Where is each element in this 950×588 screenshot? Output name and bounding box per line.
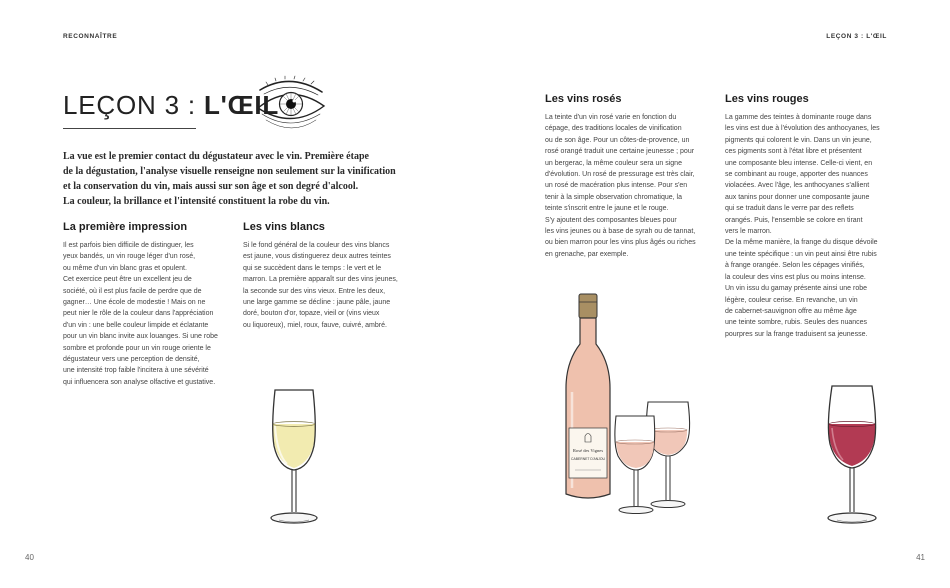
body-line: une teinte sombre, rubis. Seules des nuances (725, 319, 868, 327)
eye-icon (254, 74, 328, 132)
lesson-title (63, 90, 279, 121)
body-line: est jaune, vous distinguerez deux autres teintes (243, 253, 391, 261)
intro-line: de la dégustation, l'analyse visuelle renseigne non seulement sur la vinification (63, 166, 396, 177)
body-line: une composante bleu intense. Celle-ci vient, en (725, 159, 873, 167)
rose-glass-icon (612, 400, 694, 516)
title-rule (63, 128, 196, 129)
body-line: De la même manière, la frange du disque dévoile (725, 239, 878, 247)
body-line: pourpres sur la frange traduisent sa jeunesse. (725, 330, 868, 338)
body-line: marron. La première apparaît sur des vins jeunes, (243, 276, 398, 284)
body-line: peut nier le rôle de la couleur dans l'appréciation (63, 310, 214, 318)
intro-line: et la conservation du vin, mais aussi sur son âge et son degré d'alcool. (63, 181, 359, 192)
intro-line: La couleur, la brillance et l'intensité constituent la robe du vin. (63, 196, 330, 207)
body-line: La gamme des teintes à dominante rouge dans (725, 114, 872, 121)
body-line: gagner… Une école de modestie ! Mais on ne (63, 299, 206, 307)
body-line: d'un vin : une belle couleur limpide et éclatante (63, 321, 209, 329)
body-line: ou même d'un vin blanc gras et opulent. (63, 264, 187, 272)
body-line: un rosé de macération plus intense. Pour s'en (545, 182, 688, 190)
body-line: Un vin issu du gamay présente ainsi une robe (725, 285, 868, 293)
body-line: société, où il est plus facile de perdre que de (63, 287, 202, 295)
body-line: les vins est due à l'évolution des anthocyanes, les (725, 125, 880, 133)
lesson-title-prefix: LEÇON 3 : (63, 90, 204, 120)
body-line: ces pigments sont à l'état libre et présentent (725, 148, 862, 156)
section-body-red-wines (725, 112, 895, 340)
body-line: La teinte d'un vin rosé varie en fonction du (545, 114, 677, 121)
body-line: une large gamme se décline : jaune pâle, jaune (243, 299, 391, 307)
body-line: Si le fond général de la couleur des vins blancs (243, 242, 390, 249)
body-line: ou bien marron pour les vins plus âgés ou riches (545, 239, 696, 247)
section-body-rose-wines (545, 112, 715, 260)
body-line: pigments qui colorent le vin. Dans un vin jeune, (725, 136, 872, 144)
body-line: S'y ajoutent des composantes bleues pour (545, 216, 677, 224)
body-line: vers le marron. (725, 228, 772, 236)
body-line: qui se succèdent dans le temps : le vert et le (243, 264, 382, 272)
body-line: violacées. Avec l'âge, les anthocyanes s'allient (725, 182, 870, 190)
section-title-first-impression: La première impression (63, 221, 188, 233)
page-number-right: 41 (916, 553, 925, 562)
section-title-red-wines: Les vins rouges (725, 93, 809, 105)
body-line: la seconde sur des vins vieux. Entre les deux, (243, 287, 386, 295)
body-line: aux tanins pour donner une composante jaune (725, 193, 870, 201)
body-line: d'évolution. Un rosé de pressurage est très clair, (545, 171, 695, 179)
body-line: ou de son âge. Pour un côtes-de-provence, un (545, 136, 690, 144)
body-line: une teinte spécifique : un vin peut ainsi être rubis (725, 250, 877, 258)
body-line: se combinant au rouge, apporter des nuances (725, 171, 868, 179)
body-line: la couleur des vins est plus ou moins intense. (725, 273, 866, 281)
body-line: qui influencera son analyse olfactive et gustative. (63, 378, 216, 386)
body-line: yeux bandés, un vin rouge léger d'un rosé, (63, 253, 196, 261)
page-number-left: 40 (25, 553, 34, 562)
intro-line: La vue est le premier contact du dégustateur avec le vin. Première étape (63, 151, 369, 162)
section-title-rose-wines: Les vins rosés (545, 93, 622, 105)
bottle-label-appellation: CABERNET D'ANJOU (571, 457, 605, 461)
section-body-white-wines (243, 240, 413, 331)
body-line: un bergerac, la même couleur sera un signe (545, 159, 682, 167)
rose-bottle-icon (558, 292, 618, 504)
body-line: à frange orangée. Selon les cépages vinifiés, (725, 262, 865, 270)
section-body-first-impression (63, 240, 233, 388)
body-line: une intensité trop faible l'incitera à une sévérité (63, 367, 209, 375)
running-header-left: RECONNAÎTRE (63, 33, 118, 40)
body-line: en grenache, par exemple. (545, 250, 629, 258)
body-line: cépage, des traditions locales de vinification (545, 125, 682, 133)
body-line: doré, bouton d'or, topaze, vieil or (vins vieux (243, 310, 380, 318)
body-line: les vins jeunes ou à base de syrah ou de tannat, (545, 228, 696, 236)
white-wine-liquid (273, 424, 315, 468)
body-line: Cet exercice peut être un excellent jeu de (63, 276, 192, 284)
body-line: tenir à la simple observation chromatique, la (545, 193, 682, 201)
lesson-title-emphasis: L'ŒIL (203, 90, 280, 120)
body-line: pour un vin blanc invite aux louanges. Si une robe (63, 333, 218, 341)
body-line: légère, couleur cerise. En revanche, un vin (725, 296, 858, 304)
body-line: ou liquoreux), miel, roux, fauve, cuivré, ambré. (243, 321, 387, 329)
body-line: Il est parfois bien difficile de distinguer, les (63, 242, 194, 249)
body-line: rosé orangé traduit une certaine jeunesse ; pour (545, 148, 695, 156)
body-line: teinte s'inscrit entre le jaune et le rouge. (545, 205, 669, 213)
body-line: sombre et profonde pour un vin rouge oriente le (63, 344, 211, 352)
body-line: dégustateur vers une perception de densité, (63, 356, 200, 364)
red-wine-glass-icon (821, 384, 883, 528)
section-title-white-wines: Les vins blancs (243, 221, 325, 233)
running-header-right: LEÇON 3 : L'ŒIL (826, 33, 887, 40)
body-line: de cabernet-sauvignon offre au même âge (725, 307, 857, 315)
body-line: qui se traduit dans le verre par des reflets (725, 205, 854, 213)
body-line: orangés. Puis, l'ensemble se colore en tirant (725, 216, 863, 224)
bottle-label-name: Rosé des Vignes (572, 448, 604, 453)
intro-paragraph (63, 149, 433, 209)
white-wine-glass-icon (265, 388, 323, 528)
